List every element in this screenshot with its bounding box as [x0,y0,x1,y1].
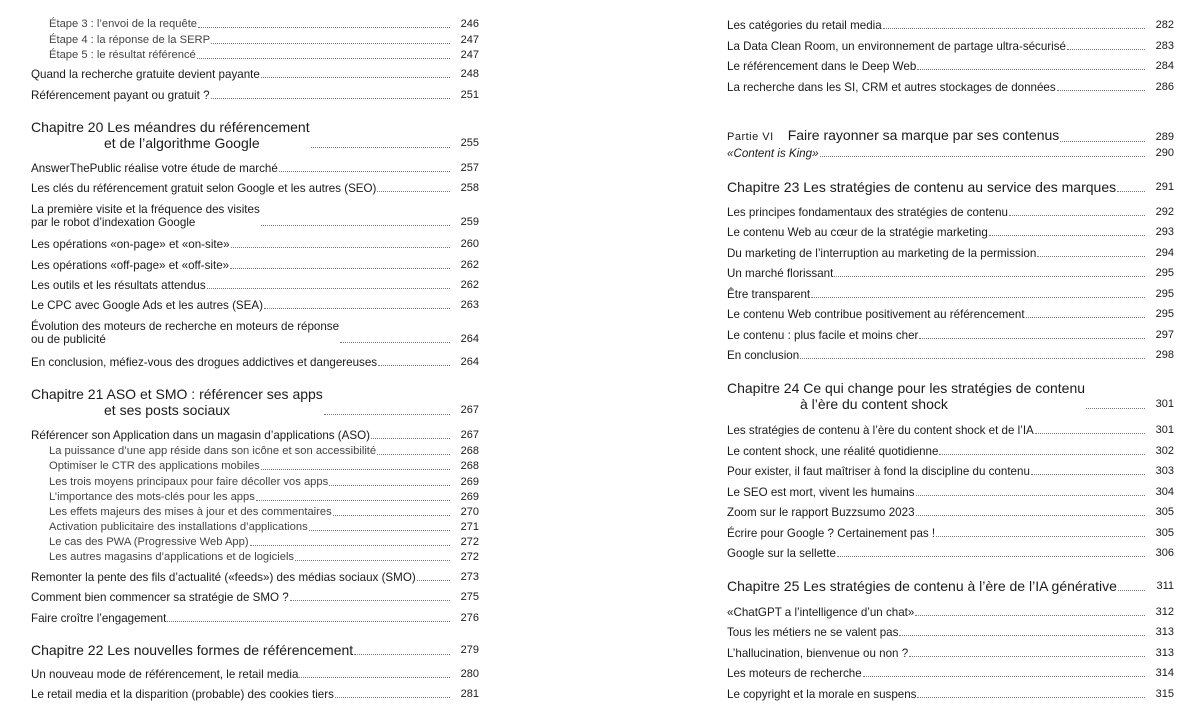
toc-entry: Le contenu Web contribue positivement au référencement 295 [727,308,1174,321]
toc-entry: Les catégories du retail media 282 [727,19,1174,32]
leader-dots [354,654,450,655]
toc-entry: Le contenu Web au cœur de la stratégie marketing 293 [727,226,1174,239]
leader-dots [261,469,450,470]
leader-dots [1118,590,1145,591]
leader-dots [279,171,450,172]
leader-dots [915,615,1145,616]
leader-dots [261,225,450,226]
leader-dots [417,580,450,581]
leader-dots [936,536,1145,537]
leader-dots [883,28,1145,29]
leader-dots [916,515,1145,516]
leader-dots [207,288,450,289]
toc-entry: La puissance d’une app réside dans son icône et son accessibilité 268 [49,445,479,457]
leader-dots [231,247,450,248]
toc-entry: Étape 4 : la réponse de la SERP 247 [49,34,479,46]
toc-entry: Les moteurs de recherche 314 [727,667,1174,680]
leader-dots [167,621,450,622]
chapter-heading: Chapitre 23 Les stratégies de contenu au service des marques 291 [727,179,1174,195]
leader-dots [324,414,450,415]
leader-dots [837,556,1145,557]
toc-entry: Étape 3 : l’envoi de la requête 246 [49,18,479,30]
leader-dots [377,191,450,192]
toc-entry: Google sur la sellette 306 [727,547,1174,560]
toc-entry: Le contenu : plus facile et moins cher 297 [727,329,1174,342]
leader-dots [1035,433,1145,434]
toc-entry: Les autres magasins d’applications et de logiciels 272 [49,551,479,563]
toc-entry: Faire croître l’engagement 276 [31,612,479,625]
toc-entry: Le content shock, une réalité quotidienne 302 [727,445,1174,458]
toc-entry: Écrire pour Google ? Certainement pas ! 305 [727,527,1174,540]
toc-entry: «ChatGPT a l’intelligence d’un chat» 312 [727,606,1174,619]
toc-entry: En conclusion, méfiez-vous des drogues addictives et dangereuses 264 [31,356,479,369]
toc-entry: L’importance des mots-clés pour les apps 269 [49,491,479,503]
part-title: Faire rayonner sa marque par ses contenus [787,127,1060,143]
leader-dots [1086,408,1145,409]
leader-dots [909,656,1145,657]
leader-dots [377,454,450,455]
part-label: Partie VI [727,131,774,143]
toc-entry: En conclusion 298 [727,349,1174,362]
leader-dots [919,338,1145,339]
leader-dots [1031,474,1145,475]
chapter-heading: Chapitre 20 Les méandres du référencement et de l’algorithme Google 255 [31,119,479,151]
toc-entry: L’hallucination, bienvenue ou non ? 313 [727,647,1174,660]
toc-entry: Comment bien commencer sa stratégie de SMO ? 275 [31,591,479,604]
chapter-heading: Chapitre 25 Les stratégies de contenu à l’ère de l’IA générative 311 [727,578,1174,594]
toc-entry: Référencer son Application dans un magasin d’applications (ASO) 267 [31,429,479,442]
toc-entry: Étape 5 : le résultat référencé 247 [49,49,479,61]
chapter-heading: Chapitre 22 Les nouvelles formes de référencement 279 [31,642,479,658]
toc-entry: Tous les métiers ne se valent pas 313 [727,626,1174,639]
leader-dots [309,530,450,531]
leader-dots [916,495,1145,496]
toc-entry: Les outils et les résultats attendus 262 [31,279,479,292]
leader-dots [899,635,1145,636]
leader-dots [311,147,450,148]
toc-entry: Être transparent 295 [727,288,1174,301]
toc-entry: Les principes fondamentaux des stratégies de contenu 292 [727,206,1174,219]
toc-entry: Les trois moyens principaux pour faire décoller vos apps 269 [49,476,479,488]
leader-dots [1117,191,1145,192]
leader-dots [1057,90,1145,91]
toc-entry: Les opérations «off-page» et «off-site» 262 [31,259,479,272]
part-heading: Partie VI Faire rayonner sa marque par ses contenus 289 [727,127,1174,143]
toc-entry: Le copyright et la morale en suspens 315 [727,688,1174,701]
toc-entry: Un marché florissant 295 [727,267,1174,280]
toc-entry: Évolution des moteurs de recherche en moteurs de réponse ou de publicité 264 [31,320,479,346]
toc-entry: Quand la recherche gratuite devient payante 248 [31,68,479,81]
leader-dots [371,438,450,439]
leader-dots [1067,49,1145,50]
toc-entry: «Content is King» 290 [727,147,1174,160]
leader-dots [290,600,450,601]
toc-entry: Le retail media et la disparition (probable) des cookies tiers 281 [31,688,479,701]
leader-dots [256,500,450,501]
toc-entry: Le CPC avec Google Ads et les autres (SEA) 263 [31,299,479,312]
leader-dots [329,485,450,486]
leader-dots [863,676,1145,677]
leader-dots [340,342,450,343]
toc-entry: Les clés du référencement gratuit selon Google et les autres (SEO) 258 [31,182,479,195]
leader-dots [989,235,1145,236]
leader-dots [211,43,450,44]
toc-entry: Remonter la pente des fils d’actualité («feeds») des médias sociaux (SMO) 273 [31,571,479,584]
leader-dots [211,98,450,99]
chapter-heading: Chapitre 21 ASO et SMO : référencer ses apps et ses posts sociaux 267 [31,386,479,418]
leader-dots [800,358,1145,359]
leader-dots [335,697,450,698]
leader-dots [1026,317,1145,318]
toc-entry: Pour exister, il faut maîtriser à fond la discipline du contenu 303 [727,465,1174,478]
leader-dots [917,697,1145,698]
toc-entry: Le SEO est mort, vivent les humains 304 [727,486,1174,499]
leader-dots [295,560,450,561]
toc-entry: Le cas des PWA (Progressive Web App) 272 [49,536,479,548]
leader-dots [1037,256,1145,257]
leader-dots [250,545,450,546]
leader-dots [230,268,450,269]
leader-dots [198,27,450,28]
leader-dots [834,276,1145,277]
leader-dots [333,515,450,516]
chapter-heading: Chapitre 24 Ce qui change pour les stratégies de contenu à l’ère du content shock 301 [727,380,1174,412]
toc-entry: La recherche dans les SI, CRM et autres stockages de données 286 [727,81,1174,94]
toc-entry: Les stratégies de contenu à l’ère du content shock et de l’IA 301 [727,424,1174,437]
toc-entry: AnswerThePublic réalise votre étude de marché 257 [31,162,479,175]
leader-dots [299,677,450,678]
leader-dots [264,308,450,309]
leader-dots [1060,141,1145,142]
leader-dots [811,297,1145,298]
leader-dots [197,58,450,59]
toc-entry: Activation publicitaire des installations d’applications 271 [49,521,479,533]
leader-dots [378,365,450,366]
toc-entry: Un nouveau mode de référencement, le retail media 280 [31,668,479,681]
toc-entry: La Data Clean Room, un environnement de partage ultra-sécurisé 283 [727,40,1174,53]
leader-dots [820,156,1145,157]
leader-dots [939,454,1145,455]
leader-dots [261,77,450,78]
toc-entry: Les effets majeurs des mises à jour et des commentaires 270 [49,506,479,518]
toc-entry: Du marketing de l’interruption au marketing de la permission 294 [727,247,1174,260]
toc-entry: Le référencement dans le Deep Web 284 [727,60,1174,73]
leader-dots [1009,215,1145,216]
toc-entry: Optimiser le CTR des applications mobiles 268 [49,460,479,472]
toc-entry: Les opérations «on-page» et «on-site» 260 [31,238,479,251]
toc-entry: La première visite et la fréquence des visites par le robot d’indexation Google 259 [31,203,479,229]
toc-entry: Référencement payant ou gratuit ? 251 [31,89,479,102]
toc-entry: Zoom sur le rapport Buzzsumo 2023 305 [727,506,1174,519]
leader-dots [917,69,1145,70]
